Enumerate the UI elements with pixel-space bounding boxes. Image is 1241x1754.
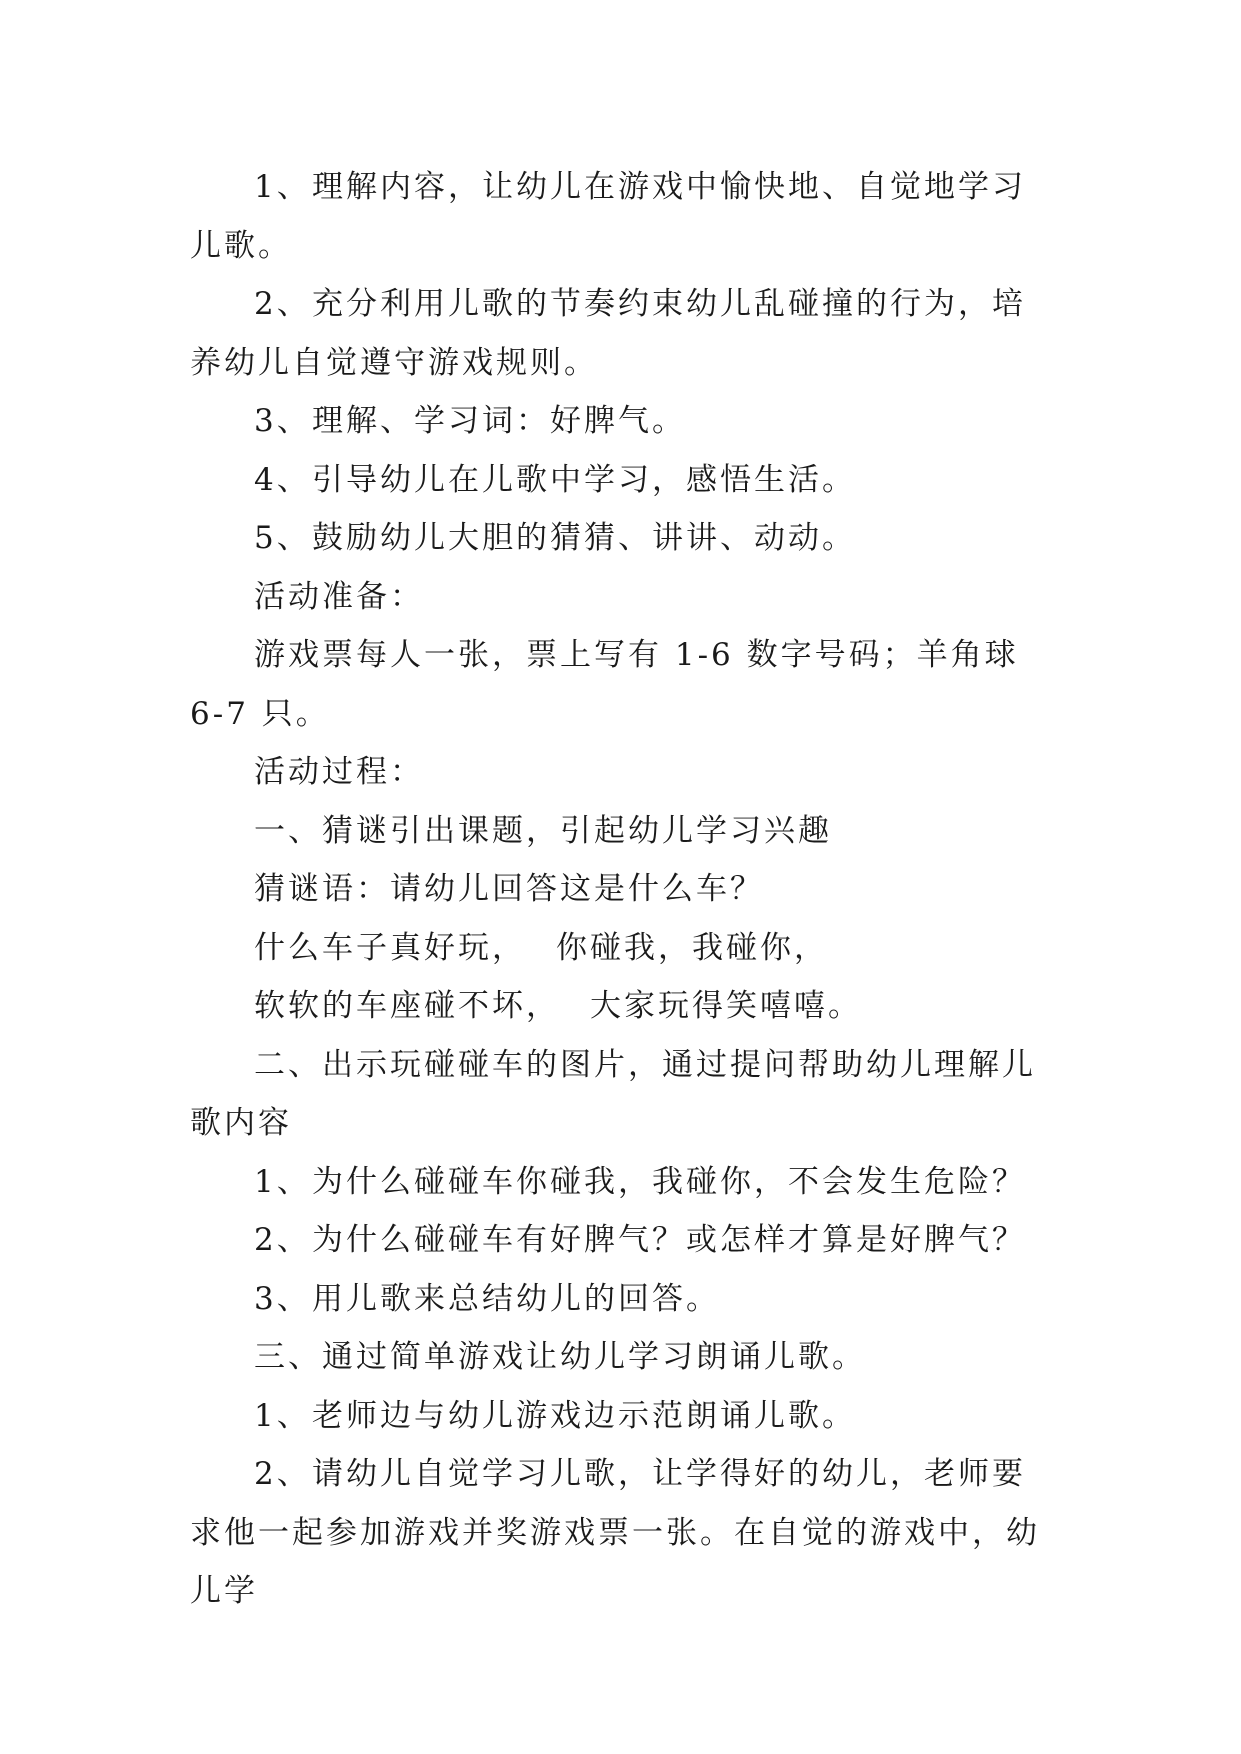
preparation-text: 游戏票每人一张，票上写有 1-6 数字号码；羊角球 6-7 只。	[190, 637, 1019, 732]
item-number: 1、	[254, 1163, 311, 1200]
question-item	[190, 1211, 1050, 1270]
item-text: 用儿歌来总结幼儿的回答。	[312, 1280, 720, 1317]
item-text: 理解、学习词：好脾气。	[312, 403, 686, 439]
item-text: 请幼儿自觉学习儿歌，让学得好的幼儿，老师要求他一起参加游戏并奖游戏票一张。在自觉的游戏中，幼儿学	[190, 1456, 1040, 1609]
item-number: 2、	[254, 286, 311, 322]
item-number: 3、	[254, 403, 311, 439]
section-heading-preparation: 活动准备：	[254, 578, 424, 615]
objective-item	[190, 392, 1050, 451]
item-number: 2、	[254, 1222, 311, 1258]
riddle-line-part: 大家玩得笑嘻嘻。	[590, 988, 862, 1024]
riddle-line-part: 软软的车座碰不坏，	[254, 988, 560, 1024]
item-number: 2、	[254, 1456, 311, 1492]
riddle-intro: 猜谜语：请幼儿回答这是什么车？	[254, 871, 764, 907]
game-item	[190, 1445, 1050, 1621]
question-item	[190, 1270, 1050, 1329]
step-heading: 三、通过简单游戏让幼儿学习朗诵儿歌。	[254, 1339, 866, 1375]
item-number: 1、	[254, 169, 311, 205]
game-item	[190, 1387, 1050, 1446]
item-text: 充分利用儿歌的节奏约束幼儿乱碰撞的行为，培养幼儿自觉遵守游戏规则。	[190, 286, 1026, 381]
item-text: 理解内容，让幼儿在游戏中愉快地、自觉地学习儿歌。	[190, 169, 1026, 264]
document-body	[190, 158, 1050, 1621]
objective-item	[190, 158, 1050, 275]
step-heading: 一、猜谜引出课题，引起幼儿学习兴趣	[254, 812, 832, 849]
objective-item	[190, 509, 1050, 568]
item-number: 3、	[254, 1280, 311, 1317]
section-heading-process: 活动过程：	[254, 754, 424, 790]
objective-item	[190, 275, 1050, 392]
item-text: 为什么碰碰车你碰我，我碰你，不会发生危险？	[312, 1163, 1026, 1200]
item-text: 引导幼儿在儿歌中学习，感悟生活。	[312, 461, 856, 498]
riddle-line-part: 什么车子真好玩，	[254, 929, 526, 966]
item-number: 4、	[254, 461, 311, 498]
step-heading: 二、出示玩碰碰车的图片，通过提问帮助幼儿理解儿歌内容	[190, 1046, 1036, 1141]
objective-item	[190, 451, 1050, 510]
riddle-line-part: 你碰我，我碰你，	[556, 929, 828, 966]
item-number: 5、	[254, 520, 311, 556]
question-item	[190, 1153, 1050, 1212]
riddle-line	[190, 977, 1050, 1036]
item-text: 老师边与幼儿游戏边示范朗诵儿歌。	[312, 1397, 856, 1434]
riddle-line	[190, 919, 1050, 978]
item-text: 为什么碰碰车有好脾气？或怎样才算是好脾气？	[312, 1222, 1026, 1258]
item-text: 鼓励幼儿大胆的猜猜、讲讲、动动。	[312, 520, 856, 556]
item-number: 1、	[254, 1397, 311, 1434]
